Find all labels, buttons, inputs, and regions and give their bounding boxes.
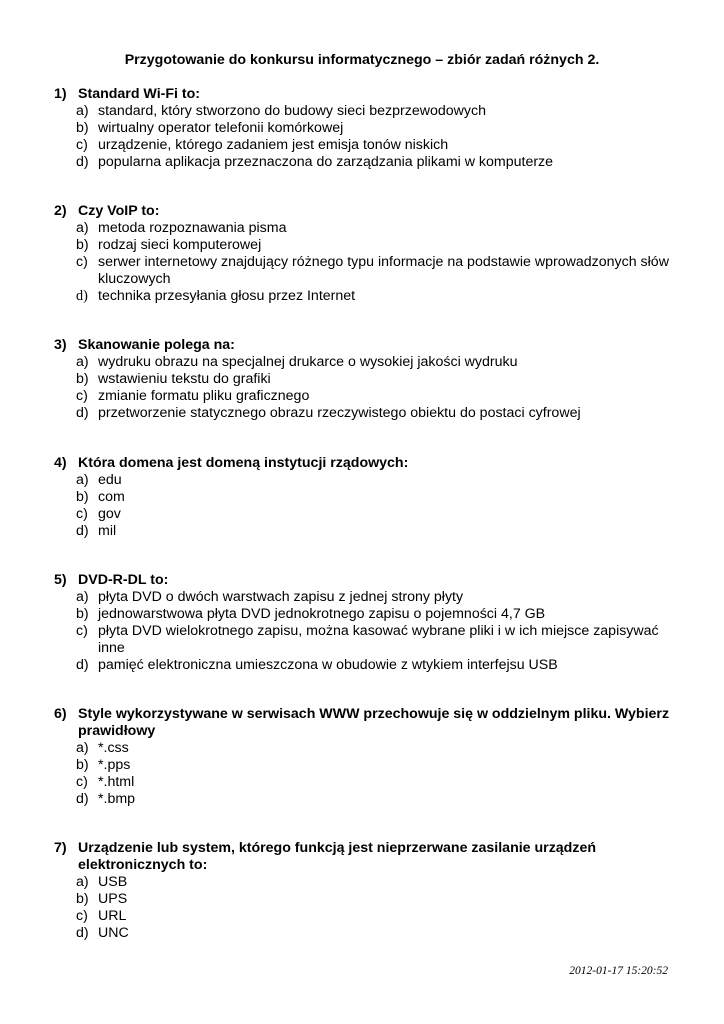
question-number: 2) [54, 203, 67, 219]
option-text: com [98, 489, 125, 505]
option-letter: c) [76, 623, 88, 639]
option-letter: b) [76, 237, 89, 253]
question-number: 3) [54, 337, 67, 353]
option-letter: b) [76, 120, 89, 136]
option-letter: a) [76, 354, 89, 370]
question-number: 6) [54, 706, 67, 722]
question-text: Standard Wi-Fi to: [78, 86, 201, 102]
option-text: standard, który stworzono do budowy sieci bezprzewodowych [98, 103, 486, 119]
option-text: zmianie formatu pliku graficznego [98, 388, 310, 404]
answer-option [54, 589, 674, 606]
option-text: popularna aplikacja przeznaczona do zarządzania plikami w komputerze [98, 154, 554, 170]
option-text: wirtualny operator telefonii komórkowej [98, 120, 344, 136]
answer-option [54, 220, 674, 237]
option-letter: d) [76, 925, 89, 941]
option-letter: d) [76, 405, 89, 421]
option-letter: b) [76, 489, 89, 505]
option-text: *.html [98, 774, 135, 790]
option-letter: c) [76, 388, 88, 404]
option-text: wstawieniu tekstu do grafiki [98, 371, 271, 387]
answer-option [54, 757, 674, 774]
answer-option [54, 237, 674, 254]
question-text: Czy VoIP to: [78, 203, 160, 219]
question-5 [54, 572, 674, 674]
question-heading [54, 455, 674, 472]
answer-option [54, 740, 674, 757]
option-text: *.pps [98, 757, 131, 773]
option-text: edu [98, 472, 122, 488]
option-letter: d) [76, 657, 89, 673]
answer-option [54, 405, 674, 422]
option-text: płyta DVD wielokrotnego zapisu, można kasować wybrane pliki i w ich miejsce zapisywać inne [98, 623, 659, 656]
option-text: *.bmp [98, 791, 136, 807]
question-4 [54, 455, 674, 540]
option-letter: d) [76, 523, 89, 539]
option-letter: d) [76, 288, 88, 304]
option-letter: a) [76, 103, 89, 119]
answer-option [54, 154, 674, 171]
option-text: urządzenie, którego zadaniem jest emisja tonów niskich [98, 137, 449, 153]
question-2 [54, 203, 674, 305]
option-text: pamięć elektroniczna umieszczona w obudowie z wtykiem interfejsu USB [98, 657, 558, 673]
question-6 [54, 706, 674, 808]
option-text: *.css [98, 740, 129, 756]
answer-option [54, 120, 674, 137]
option-letter: b) [76, 371, 89, 387]
option-text: gov [98, 506, 121, 522]
option-text: jednowarstwowa płyta DVD jednokrotnego zapisu o pojemności 4,7 GB [98, 606, 546, 622]
question-text: Style wykorzystywane w serwisach WWW przechowuje się w oddzielnym pliku. Wybierz prawidłowy [78, 706, 670, 739]
option-text: UPS [98, 891, 128, 907]
answer-option [54, 791, 674, 808]
option-text: USB [98, 874, 128, 890]
answer-option [54, 908, 674, 925]
answer-option [54, 489, 674, 506]
answer-option [54, 657, 674, 674]
answer-option [54, 606, 674, 623]
option-letter: b) [76, 606, 89, 622]
answer-option [54, 623, 674, 657]
question-text: DVD-R-DL to: [78, 572, 169, 588]
question-heading [54, 706, 674, 740]
page-title: Przygotowanie do konkursu informatycznego – zbiór zadań różnych 2. [124, 52, 600, 68]
option-letter: b) [76, 757, 89, 773]
answer-option [54, 925, 674, 942]
option-letter: c) [76, 137, 88, 153]
question-1 [54, 86, 674, 171]
answer-option [54, 388, 674, 405]
option-letter: a) [76, 740, 89, 756]
option-letter: a) [76, 220, 89, 236]
option-letter: a) [76, 472, 89, 488]
option-text: metoda rozpoznawania pisma [98, 220, 287, 236]
answer-option [54, 774, 674, 791]
answer-option [54, 371, 674, 388]
question-number: 5) [54, 572, 67, 588]
question-heading [54, 86, 674, 103]
question-number: 1) [54, 86, 67, 102]
answer-option [54, 354, 674, 371]
option-text: rodzaj sieci komputerowej [98, 237, 262, 253]
option-letter: b) [76, 891, 89, 907]
option-letter: c) [76, 254, 88, 270]
answer-option [54, 874, 674, 891]
answer-option [54, 137, 674, 154]
option-text: URL [98, 908, 127, 924]
question-text: Urządzenie lub system, którego funkcją jest nieprzerwane zasilanie urządzeń elektronicznych to: [78, 840, 597, 873]
question-heading [54, 337, 674, 354]
question-heading [54, 203, 674, 220]
question-7 [54, 840, 674, 942]
answer-option [54, 288, 674, 305]
option-letter: a) [76, 874, 89, 890]
question-number: 4) [54, 455, 67, 471]
option-text: płyta DVD o dwóch warstwach zapisu z jednej strony płyty [98, 589, 464, 605]
question-heading [54, 572, 674, 589]
question-number: 7) [54, 840, 67, 856]
option-text: UNC [98, 925, 129, 941]
answer-option [54, 523, 674, 540]
option-text: mil [98, 523, 117, 539]
question-heading [54, 840, 674, 874]
answer-option [54, 472, 674, 489]
answer-option [54, 254, 674, 288]
question-3 [54, 337, 674, 422]
answer-option [54, 103, 674, 120]
option-letter: a) [76, 589, 89, 605]
option-text: technika przesyłania głosu przez Internet [98, 288, 356, 304]
option-text: przetworzenie statycznego obrazu rzeczywistego obiektu do postaci cyfrowej [98, 405, 581, 421]
option-letter: c) [76, 908, 88, 924]
option-text: serwer internetowy znajdujący różnego typu informacje na podstawie wprowadzonych słów kluczowych [98, 254, 669, 287]
timestamp-footer: 2012-01-17 15:20:52 [569, 965, 668, 977]
answer-option [54, 506, 674, 523]
option-text: wydruku obrazu na specjalnej drukarce o wysokiej jakości wydruku [98, 354, 518, 370]
option-letter: c) [76, 774, 88, 790]
question-text: Która domena jest domeną instytucji rządowych: [78, 455, 409, 471]
question-text: Skanowanie polega na: [78, 337, 235, 353]
option-letter: c) [76, 506, 88, 522]
option-letter: d) [76, 154, 89, 170]
answer-option [54, 891, 674, 908]
option-letter: d) [76, 791, 89, 807]
